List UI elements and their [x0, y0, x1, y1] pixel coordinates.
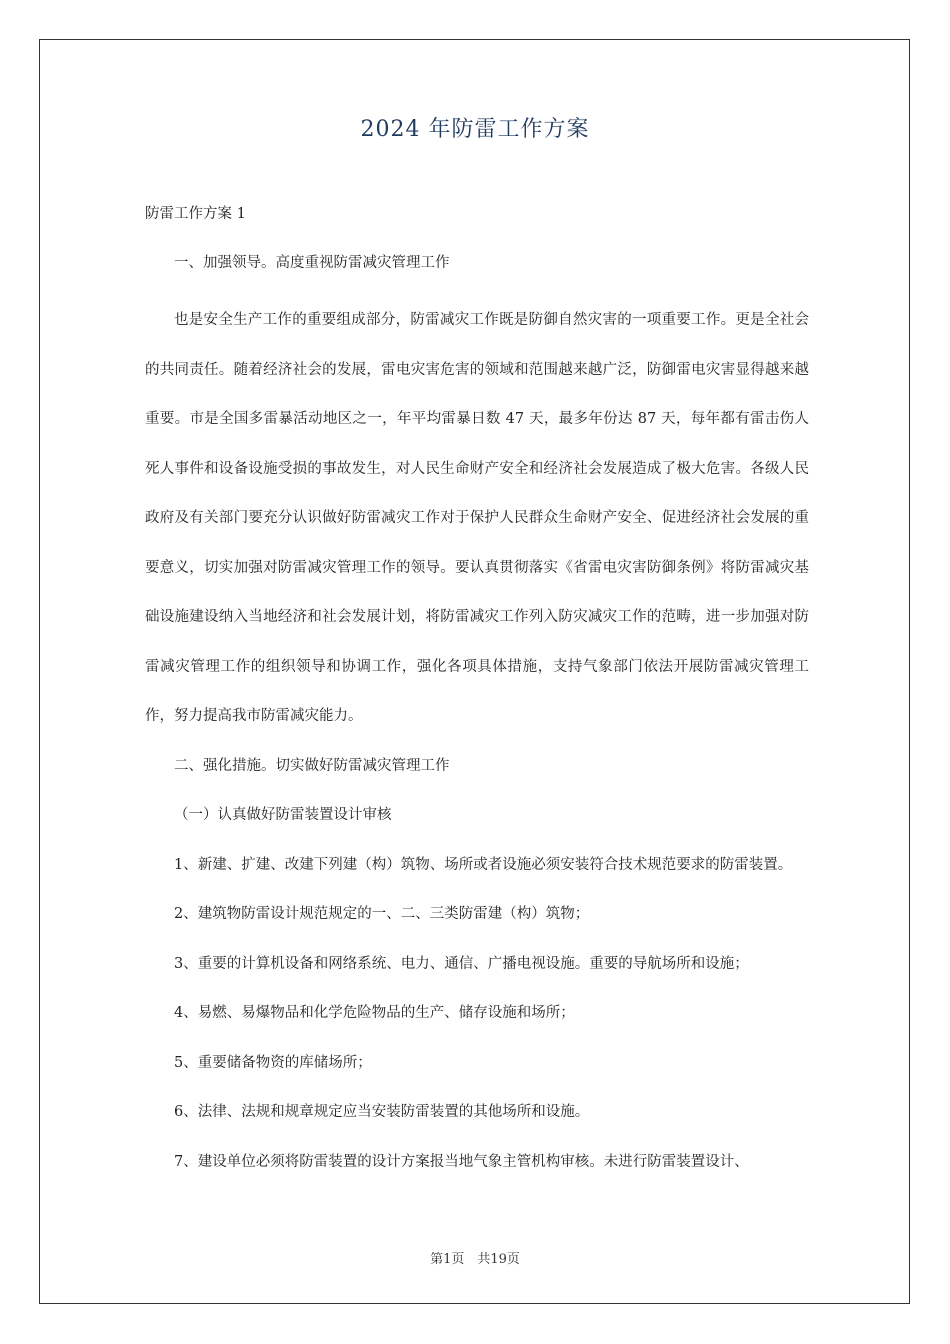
list-item-6: 6、法律、法规和规章规定应当安装防雷装置的其他场所和设施。 — [174, 1104, 590, 1120]
list-item-1: 1、新建、扩建、改建下列建（构）筑物、场所或者设施必须安装符合技术规范要求的防雷装置。 — [174, 856, 793, 873]
document-body — [145, 198, 809, 1187]
heading-leadership: 一、加强领导。高度重视防雷减灾管理工作 — [174, 255, 450, 271]
list-item-3: 3、重要的计算机设备和网络系统、电力、通信、广播电视设施。重要的导航场所和设施； — [174, 955, 749, 972]
paragraph-leadership: 也是安全生产工作的重要组成部分，防雷减灾工作既是防御自然灾害的一项重要工作。更是全社会的共同责任。随着经济社会的发展，雷电灾害危害的领域和范围越来越广泛，防御雷电灾害显得越来越重要。市是全国多雷暴活动地区之一，年平均雷暴日数 47 天，最多年份达 87 天，每年都有雷击伤人死人事件和设备设施受损的事故发生，对人民生命财产安全和经济社会发展造成了极大危害。各级人民政府及有关部门要充分认识做好防雷减灾工作对于保护人民群众生命财产安全、促进经济社会发展的重要意义，切实加强对防雷减灾管理工作的领导。要认真贯彻落实《省雷电灾害防御条例》将防雷减灾基础设施建设纳入当地经济和社会发展计划，将防雷减灾工作列入防灾减灾工作的范畴，进一步加强对防雷减灾管理工作的组织领导和协调工作，强化各项具体措施，支持气象部门依法开展防雷减灾管理工作，努力提高我市防雷减灾能力。 — [145, 312, 809, 724]
list-item-7: 7、建设单位必须将防雷装置的设计方案报当地气象主管机构审核。未进行防雷装置设计、 — [174, 1153, 749, 1170]
list-item-5: 5、重要储备物资的库储场所； — [174, 1054, 372, 1071]
list-item-2: 2、建筑物防雷设计规范规定的一、二、三类防雷建（构）筑物； — [174, 906, 590, 922]
section-label: 防雷工作方案 1 — [145, 206, 246, 222]
list-item-4: 4、易燃、易爆物品和化学危险物品的生产、储存设施和场所； — [174, 1005, 575, 1021]
subheading-design-review: （一）认真做好防雷装置设计审核 — [174, 807, 392, 823]
page-indicator: 第1页 共19页 — [430, 1252, 520, 1267]
heading-measures: 二、强化措施。切实做好防雷减灾管理工作 — [174, 757, 450, 774]
document-title: 2024 年防雷工作方案 — [360, 117, 590, 142]
